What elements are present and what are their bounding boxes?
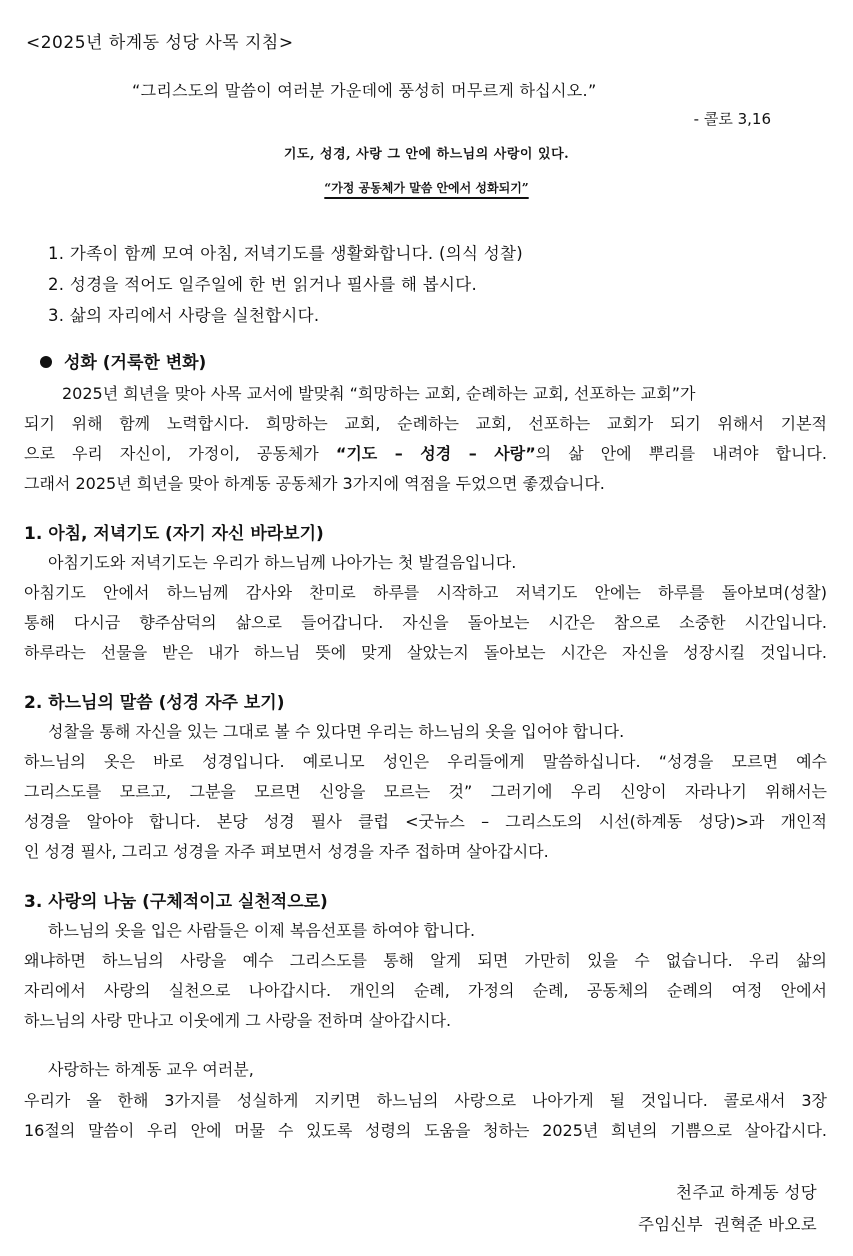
section-line: 인 성경 필사, 그리고 성경을 자주 펴보면서 성경을 자주 접하며 살아갑시다. bbox=[24, 842, 549, 861]
intro-line-with-emphasis bbox=[24, 441, 827, 464]
section-line: 하느님의 옷은 바로 성경입니다. 예로니모 성인은 우리들에게 말씀하십니다. “성경을 모르면 예수 bbox=[24, 752, 827, 771]
intro-line-part: 으로 우리 자신이, 가정이, 공동체가 bbox=[24, 444, 336, 463]
section-line: 하느님의 사랑 만나고 이웃에게 그 사랑을 전하며 살아갑시다. bbox=[24, 1011, 452, 1030]
section-line: 아침기도와 저녁기도는 우리가 하느님께 나아가는 첫 발걸음입니다. bbox=[48, 553, 517, 572]
section-line: 하느님의 옷을 입은 사람들은 이제 복음선포를 하여야 합니다. bbox=[48, 921, 476, 940]
section-line: 아침기도 안에서 하느님께 감사와 찬미로 하루를 시작하고 저녁기도 안에는 하루를 돌아보며(성찰) bbox=[24, 583, 827, 602]
intro-heading-text: 성화 (거룩한 변화) bbox=[64, 353, 207, 373]
pledge-item: 3. 삶의 자리에서 사랑을 실천합시다. bbox=[48, 306, 320, 325]
pledge-item: 1. 가족이 함께 모여 아침, 저녁기도를 생활화합니다. (의식 성찰) bbox=[48, 244, 524, 263]
intro-heading bbox=[40, 348, 206, 373]
section-heading: 2. 하느님의 말씀 (성경 자주 보기) bbox=[24, 693, 285, 713]
section-heading: 3. 사랑의 나눔 (구체적이고 실천적으로) bbox=[24, 892, 328, 912]
epigraph-reference: - 콜로 3,16 bbox=[693, 110, 771, 128]
section-line: 왜냐하면 하느님의 사랑을 예수 그리스도를 통해 알게 되면 가만히 있을 수 없습니다. 우리 삶의 bbox=[24, 951, 827, 970]
signature-pastor: 주임신부 권혁준 바오로 bbox=[637, 1215, 817, 1234]
main-title: 기도, 성경, 사랑 그 안에 하느님의 사랑이 있다. bbox=[283, 147, 570, 162]
epigraph-quote: “그리스도의 말씀이 여러분 가운데에 풍성히 머무르게 하십시오.” bbox=[132, 81, 597, 100]
section-heading: 1. 아침, 저녁기도 (자기 자신 바라보기) bbox=[24, 524, 324, 544]
intro-line: 그래서 2025년 희년을 맞아 하계동 공동체가 3가지에 역점을 두었으면 좋겠습니다. bbox=[24, 474, 605, 493]
section-line: 하루라는 선물을 받은 내가 하느님 뜻에 맞게 살았는지 돌아보는 시간은 자신을 성장시킬 것입니다. bbox=[24, 643, 827, 662]
closing-line: 16절의 말씀이 우리 안에 머물 수 있도록 성령의 도움을 청하는 2025년 희년의 기쁨으로 살아갑시다. bbox=[24, 1121, 827, 1140]
section-line: 통해 다시금 향주삼덕의 삶으로 들어갑니다. 자신을 돌아보는 시간은 참으로 소중한 시간입니다. bbox=[24, 613, 827, 632]
sub-title bbox=[0, 179, 853, 196]
emphasis-text: “기도 – 성경 – 사랑” bbox=[335, 444, 536, 463]
section-line: 성찰을 통해 자신을 있는 그대로 볼 수 있다면 우리는 하느님의 옷을 입어야 합니다. bbox=[48, 722, 625, 741]
section-line: 자리에서 사랑의 실천으로 나아갑시다. 개인의 순례, 가정의 순례, 공동체의 순례의 여정 안에서 bbox=[24, 981, 827, 1000]
sub-title-text: “가정 공동체가 말씀 안에서 성화되기” bbox=[324, 181, 529, 195]
intro-line-part: 의 삶 안에 뿌리를 내려야 합니다. bbox=[535, 444, 827, 463]
section-line: 그리스도를 모르고, 그분을 모르면 신앙을 모르는 것” 그러기에 우리 신앙이 자라나기 위해서는 bbox=[24, 782, 827, 801]
intro-line: 되기 위해 함께 노력합시다. 희망하는 교회, 순례하는 교회, 선포하는 교회가 되기 위해서 기본적 bbox=[24, 414, 827, 433]
bullet-icon bbox=[40, 356, 52, 368]
document-header: <2025년 하계동 성당 사목 지침> bbox=[26, 33, 294, 53]
signature-parish: 천주교 하계동 성당 bbox=[675, 1183, 817, 1202]
closing-line: 우리가 올 한해 3가지를 성실하게 지키면 하느님의 사랑으로 나아가게 될 것입니다. 콜로새서 3장 bbox=[24, 1091, 827, 1110]
section-line: 성경을 알아야 합니다. 본당 성경 필사 클럽 <굿뉴스 – 그리스도의 시선(하계동 성당)>과 개인적 bbox=[24, 812, 827, 831]
pledge-item: 2. 성경을 적어도 일주일에 한 번 읽거나 필사를 해 봅시다. bbox=[48, 275, 478, 294]
intro-line: 2025년 희년을 맞아 사목 교서에 발맞춰 “희망하는 교회, 순례하는 교회, 선포하는 교회”가 bbox=[62, 384, 696, 403]
closing-line: 사랑하는 하계동 교우 여러분, bbox=[48, 1060, 254, 1079]
